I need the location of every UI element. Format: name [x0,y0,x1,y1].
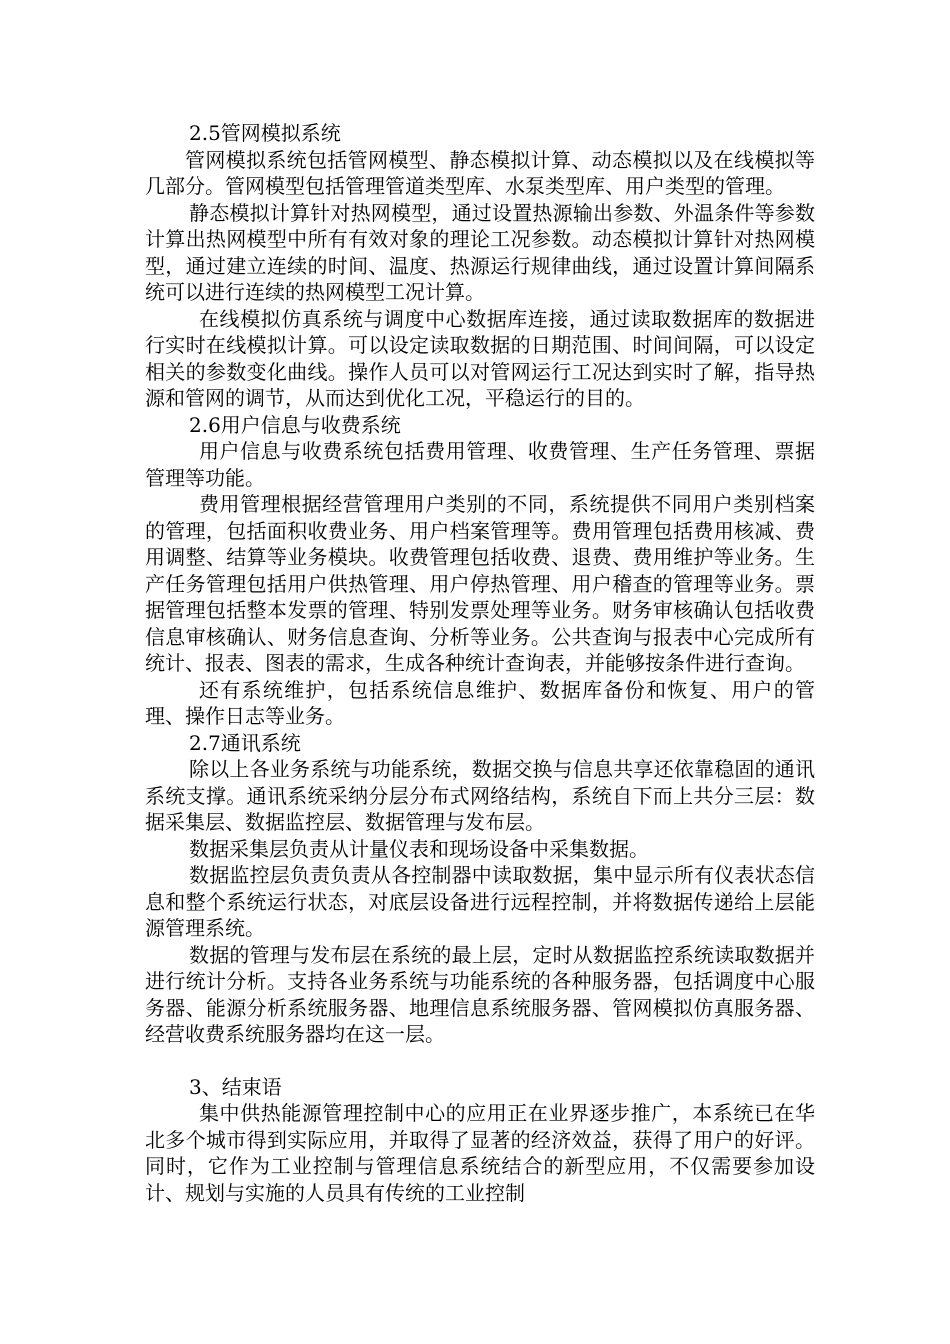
paragraph: 数据监控层负责负责从各控制器中读取数据，集中显示所有仪表状态信息和整个系统运行状态，对底层设备进行远程控制，并将数据传递给上层能源管理系统。 [145,863,815,940]
section-heading: 3、结束语 [189,1074,282,1099]
document-page [145,120,815,1206]
paragraph: 集中供热能源管理控制中心的应用正在业界逐步推广，本系统已在华北多个城市得到实际应用，并取得了显著的经济效益，获得了用户的好评。同时，它作为工业控制与管理信息系统结合的新型应用，不仅需要参加设计、规划与实施的人员具有传统的工业控制 [145,1101,815,1205]
paragraph: 管网模拟系统包括管网模型、静态模拟计算、动态模拟以及在线模拟等几部分。管网模型包括管理管道类型库、水泵类型库、用户类型的管理。 [145,147,815,198]
section-heading: 2.6用户信息与收费系统 [189,412,401,437]
paragraph: 还有系统维护，包括系统信息维护、数据库备份和恢复、用户的管理、操作日志等业务。 [145,677,815,728]
section-heading: 2.5管网模拟系统 [189,121,341,145]
paragraph: 静态模拟计算针对热网模型，通过设置热源输出参数、外温条件等参数计算出热网模型中所有有效对象的理论工况参数。动态模拟计算针对热网模型，通过建立连续的时间、温度、热源运行规律曲线，通过设置计算间隔系统可以进行连续的热网模型工况计算。 [145,200,815,304]
paragraph: 除以上各业务系统与功能系统，数据交换与信息共享还依靠稳固的通讯系统支撑。通讯系统采纳分层分布式网络结构，系统自下而上共分三层：数据采集层、数据监控层、数据管理与发布层。 [145,757,815,834]
paragraph: 在线模拟仿真系统与调度中心数据库连接，通过读取数据库的数据进行实时在线模拟计算。可以设定读取数据的日期范围、时间间隔，可以设定相关的参数变化曲线。操作人员可以对管网运行工况达到实时了解，指导热源和管网的调节，从而达到优化工况，平稳运行的目的。 [145,306,815,410]
spacer [145,1048,815,1074]
paragraph: 数据的管理与发布层在系统的最上层，定时从数据监控系统读取数据并进行统计分析。支持各业务系统与功能系统的各种服务器，包括调度中心服务器、能源分析系统服务器、地理信息系统服务器、管网模拟仿真服务器、经营收费系统服务器均在这一层。 [145,942,815,1046]
paragraph: 数据采集层负责从计量仪表和现场设备中采集数据。 [189,836,649,861]
paragraph: 费用管理根据经营管理用户类别的不同，系统提供不同用户类别档案的管理，包括面积收费业务、用户档案管理等。费用管理包括费用核减、费用调整、结算等业务模块。收费管理包括收费、退费、费用维护等业务。生产任务管理包括用户供热管理、用户停热管理、用户稽查的管理等业务。票据管理包括整本发票的管理、特别发票处理等业务。财务审核确认包括收费信息审核确认、财务信息查询、分析等业务。公共查询与报表中心完成所有统计、报表、图表的需求，生成各种统计查询表，并能够按条件进行查询。 [145,492,815,675]
section-heading: 2.7通讯系统 [189,730,301,755]
paragraph: 用户信息与收费系统包括费用管理、收费管理、生产任务管理、票据管理等功能。 [145,439,815,490]
